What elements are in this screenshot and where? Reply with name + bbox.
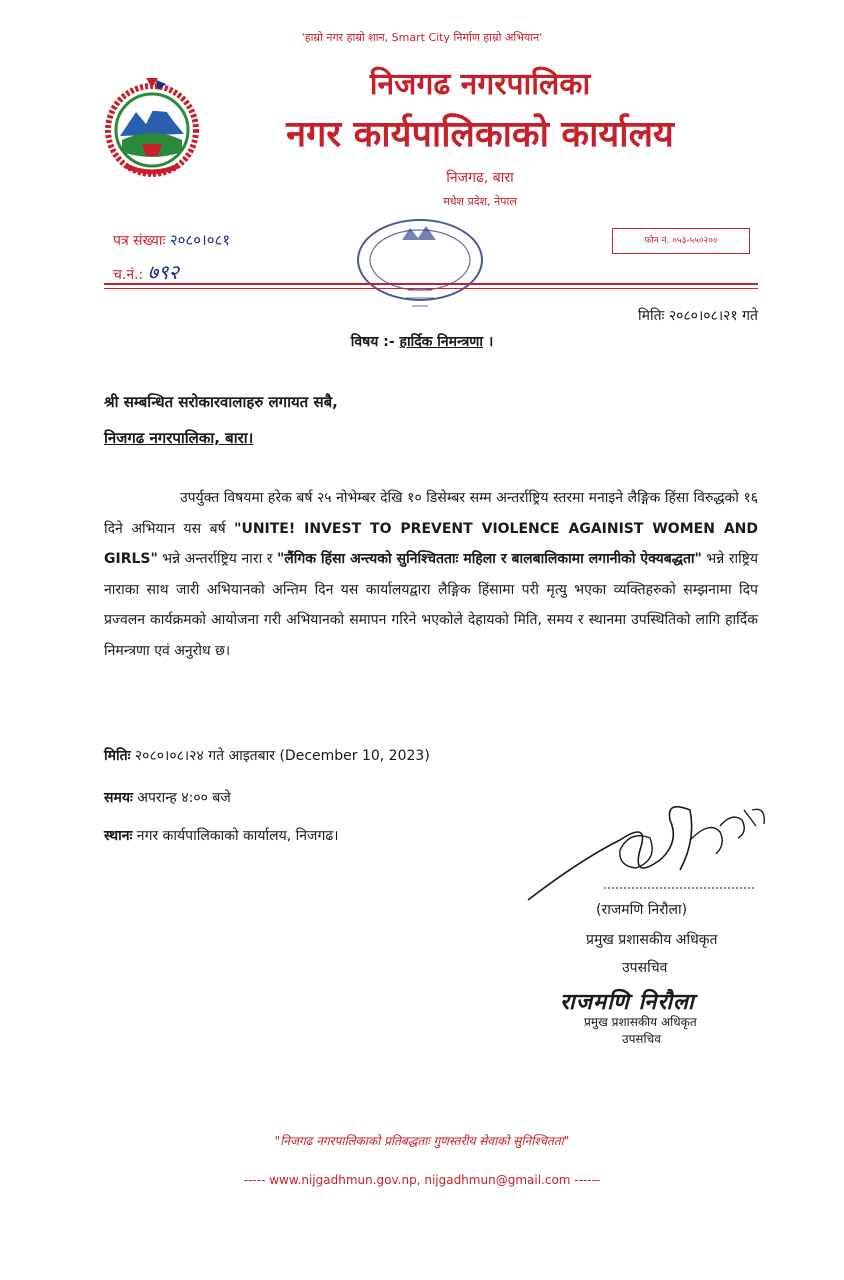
header-rule [104,283,758,285]
signatory-post: उपसचिव [622,960,668,976]
office-title: नगर कार्यपालिकाको कार्यालय [286,114,674,155]
name-stamp-title: प्रमुख प्रशासकीय अधिकृत [584,1015,697,1029]
reference-value: २०८०।०८१ [169,231,231,249]
subject-label: विषय :- [350,334,395,350]
footer-contact: ----- www.nijgadhmun.gov.np, nijgadhmun@gmail.com ------ [243,1173,601,1187]
event-place-value: नगर कार्यपालिकाको कार्यालय, निजगढ। [136,828,339,844]
name-stamp-post: उपसचिव [622,1032,661,1046]
addressee-name: निजगढ नगरपालिका, बारा [104,429,248,447]
top-slogan: 'हाम्रो नगर हाम्रो शान, Smart City निर्माण हाम्रो अभियान' [301,31,543,44]
phone-box: फोन नं. ०५३-५५०२०० [612,228,750,254]
signatory-title: प्रमुख प्रशासकीय अधिकृत [586,932,718,948]
dispatch-label: च.नं.: [113,267,144,283]
body-part-2: भन्ने अन्तर्राष्ट्रिय नारा र [157,551,277,567]
addressee-line-2 [104,428,253,448]
dispatch-value: ७९२ [147,260,179,284]
letter-date: मितिः २०८०।०८।२१ गते [637,308,758,324]
addressee-line-1: श्री सम्बन्धित सरोकारवालाहरु लगायत सबै, [104,393,338,411]
national-slogan: "लैंगिक हिंसा अन्त्यको सुनिश्चितताः महिला र बालबालिकामा लगानीको ऐक्यबद्धता" [277,551,702,567]
signature-scribble-icon [520,780,780,910]
event-date [104,746,430,765]
event-date-label: मितिः [104,748,131,764]
international-slogan: "UNITE! INVEST TO PREVENT VIOLENCE AGAINIST WOMEN AND GIRLS" [104,520,759,567]
addressee-end: । [247,429,254,447]
subject-end: । [487,334,494,350]
office-name: निजगढ नगरपालिका [369,67,591,102]
subject-text: हार्दिक निमन्त्रणा [399,334,484,350]
header-rule-thin [104,288,758,289]
letter-body [104,483,758,666]
subject-line [0,332,844,351]
dispatch-number [113,258,179,285]
footer-slogan: "निजगढ नगरपालिकाको प्रतिबद्धताः गुणस्तरीय सेवाको सुनिश्चितता" [274,1134,570,1148]
office-stamp-icon [352,214,488,322]
body-part-1: उपर्युक्त विषयमा हरेक बर्ष २५ नोभेम्बर देखि १० डिसेम्बर सम्म अन्तर्राष्ट्रिय स्तरमा मनाइने लैङ्गिक हिंसा विरुद्धको १६ दिने अभियान यस बर्ष [104,490,758,537]
reference-number [113,230,230,250]
event-time-label: समयः [104,790,133,806]
event-time-value: अपरान्ह ४:०० बजे [137,790,231,806]
body-part-3: भन्ने राष्ट्रिय नाराका साथ जारी अभियानको अन्तिम दिन यस कार्यालयद्वारा लैङ्गिक हिंसामा परी मृत्यु भएका व्यक्तिहरुको सम्झनामा दिप प्रज्वलन कार्यक्रमको आयोजना गरी अभियानको समापन गरिने भएकोले देहायको मिति, समय र स्थानमा उपस्थितिको लागि हार्दिक निमन्त्रणा एवं अनुरोध छ। [104,551,759,659]
nepal-emblem-icon [96,70,208,182]
reference-label: पत्र संख्याः [113,233,166,249]
signatory-name: (राजमणि निरौला) [596,902,688,918]
office-province: मधेश प्रदेश, नेपाल [443,195,517,208]
name-stamp: राजमणि निरौला [560,990,695,1015]
event-time [104,788,231,807]
office-location: निजगढ, बारा [446,170,514,186]
event-place [104,826,339,845]
event-date-value: २०८०।०८।२४ गते आइतबार (December 10, 2023) [134,748,430,764]
event-place-label: स्थानः [104,828,133,844]
